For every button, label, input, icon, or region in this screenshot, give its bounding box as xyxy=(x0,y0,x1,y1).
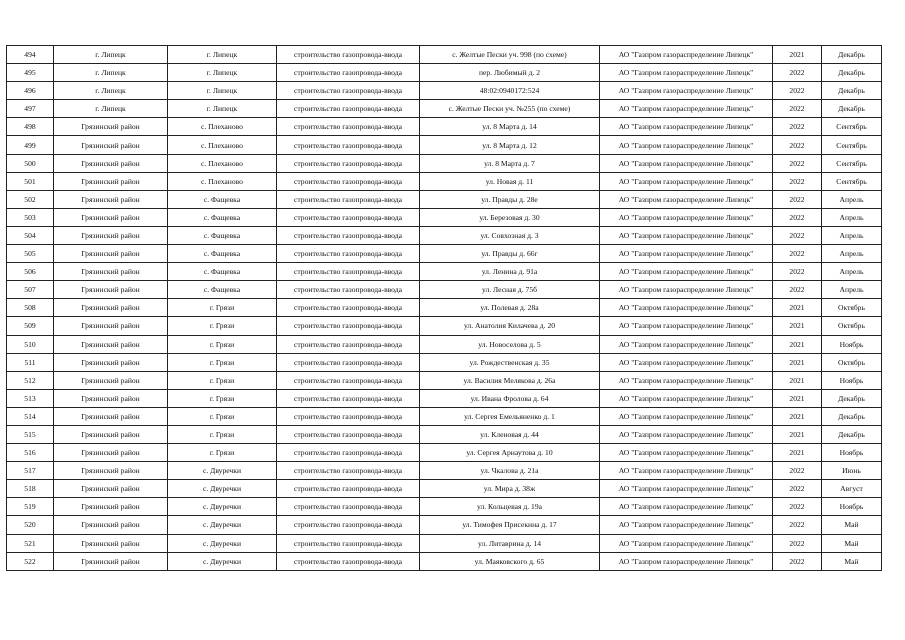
year-cell: 2022 xyxy=(773,154,822,172)
year-cell: 2022 xyxy=(773,552,822,570)
locality-cell: с. Фащевка xyxy=(168,190,277,208)
row-number-cell: 508 xyxy=(7,299,54,317)
locality-cell: с. Двуречки xyxy=(168,534,277,552)
table-row xyxy=(7,245,882,263)
month-cell: Апрель xyxy=(822,245,882,263)
year-cell: 2022 xyxy=(773,82,822,100)
district-cell: Грязинский район xyxy=(54,335,168,353)
year-cell: 2021 xyxy=(773,407,822,425)
month-cell: Август xyxy=(822,480,882,498)
district-cell: Грязинский район xyxy=(54,263,168,281)
year-cell: 2022 xyxy=(773,64,822,82)
year-cell: 2021 xyxy=(773,389,822,407)
district-cell: Грязинский район xyxy=(54,154,168,172)
address-cell: пер. Любимый д. 2 xyxy=(420,64,600,82)
organization-cell: АО "Газпром газораспределение Липецк" xyxy=(600,407,773,425)
locality-cell: с. Плеханово xyxy=(168,136,277,154)
locality-cell: г. Грязи xyxy=(168,444,277,462)
locality-cell: г. Грязи xyxy=(168,425,277,443)
address-cell: с. Желтые Пески уч. №255 (по схеме) xyxy=(420,100,600,118)
district-cell: Грязинский район xyxy=(54,389,168,407)
table-row xyxy=(7,480,882,498)
table-row xyxy=(7,263,882,281)
organization-cell: АО "Газпром газораспределение Липецк" xyxy=(600,46,773,64)
row-number-cell: 506 xyxy=(7,263,54,281)
work-type-cell: строительство газопровода-ввода xyxy=(277,281,420,299)
organization-cell: АО "Газпром газораспределение Липецк" xyxy=(600,118,773,136)
row-number-cell: 511 xyxy=(7,353,54,371)
table-row xyxy=(7,335,882,353)
table-row xyxy=(7,64,882,82)
row-number-cell: 504 xyxy=(7,226,54,244)
row-number-cell: 517 xyxy=(7,462,54,480)
district-cell: Грязинский район xyxy=(54,226,168,244)
organization-cell: АО "Газпром газораспределение Липецк" xyxy=(600,335,773,353)
work-type-cell: строительство газопровода-ввода xyxy=(277,172,420,190)
month-cell: Май xyxy=(822,516,882,534)
organization-cell: АО "Газпром газораспределение Липецк" xyxy=(600,82,773,100)
month-cell: Апрель xyxy=(822,208,882,226)
table-row xyxy=(7,444,882,462)
year-cell: 2021 xyxy=(773,425,822,443)
work-type-cell: строительство газопровода-ввода xyxy=(277,552,420,570)
row-number-cell: 520 xyxy=(7,516,54,534)
month-cell: Апрель xyxy=(822,281,882,299)
locality-cell: г. Грязи xyxy=(168,317,277,335)
month-cell: Декабрь xyxy=(822,389,882,407)
organization-cell: АО "Газпром газораспределение Липецк" xyxy=(600,154,773,172)
locality-cell: г. Липецк xyxy=(168,46,277,64)
address-cell: ул. Березовая д. 30 xyxy=(420,208,600,226)
locality-cell: г. Липецк xyxy=(168,82,277,100)
year-cell: 2021 xyxy=(773,46,822,64)
address-cell: ул. Ленина д. 91а xyxy=(420,263,600,281)
table-row xyxy=(7,190,882,208)
work-type-cell: строительство газопровода-ввода xyxy=(277,425,420,443)
month-cell: Май xyxy=(822,552,882,570)
table-row xyxy=(7,118,882,136)
row-number-cell: 509 xyxy=(7,317,54,335)
month-cell: Сентябрь xyxy=(822,172,882,190)
locality-cell: с. Двуречки xyxy=(168,552,277,570)
work-type-cell: строительство газопровода-ввода xyxy=(277,317,420,335)
row-number-cell: 512 xyxy=(7,371,54,389)
district-cell: Грязинский район xyxy=(54,118,168,136)
month-cell: Ноябрь xyxy=(822,444,882,462)
address-cell: ул. Тимофея Присекина д. 17 xyxy=(420,516,600,534)
locality-cell: с. Плеханово xyxy=(168,118,277,136)
organization-cell: АО "Газпром газораспределение Липецк" xyxy=(600,425,773,443)
locality-cell: с. Фащевка xyxy=(168,281,277,299)
row-number-cell: 516 xyxy=(7,444,54,462)
organization-cell: АО "Газпром газораспределение Липецк" xyxy=(600,552,773,570)
locality-cell: с. Фащевка xyxy=(168,208,277,226)
work-type-cell: строительство газопровода-ввода xyxy=(277,263,420,281)
address-cell: ул. Мира д. 38ж xyxy=(420,480,600,498)
row-number-cell: 495 xyxy=(7,64,54,82)
month-cell: Декабрь xyxy=(822,64,882,82)
table-row xyxy=(7,534,882,552)
year-cell: 2022 xyxy=(773,136,822,154)
row-number-cell: 498 xyxy=(7,118,54,136)
year-cell: 2021 xyxy=(773,444,822,462)
table-row xyxy=(7,498,882,516)
year-cell: 2022 xyxy=(773,118,822,136)
locality-cell: с. Двуречки xyxy=(168,480,277,498)
locality-cell: с. Двуречки xyxy=(168,516,277,534)
row-number-cell: 513 xyxy=(7,389,54,407)
organization-cell: АО "Газпром газораспределение Липецк" xyxy=(600,190,773,208)
table-row xyxy=(7,407,882,425)
year-cell: 2022 xyxy=(773,100,822,118)
year-cell: 2021 xyxy=(773,371,822,389)
work-type-cell: строительство газопровода-ввода xyxy=(277,516,420,534)
year-cell: 2022 xyxy=(773,516,822,534)
district-cell: Грязинский район xyxy=(54,444,168,462)
row-number-cell: 510 xyxy=(7,335,54,353)
table-row xyxy=(7,154,882,172)
address-cell: ул. Литаврина д. 14 xyxy=(420,534,600,552)
work-type-cell: строительство газопровода-ввода xyxy=(277,154,420,172)
table-row xyxy=(7,516,882,534)
locality-cell: г. Грязи xyxy=(168,407,277,425)
row-number-cell: 521 xyxy=(7,534,54,552)
district-cell: Грязинский район xyxy=(54,281,168,299)
table-row xyxy=(7,353,882,371)
district-cell: Грязинский район xyxy=(54,208,168,226)
district-cell: г. Липецк xyxy=(54,46,168,64)
organization-cell: АО "Газпром газораспределение Липецк" xyxy=(600,281,773,299)
district-cell: Грязинский район xyxy=(54,353,168,371)
district-cell: Грязинский район xyxy=(54,245,168,263)
locality-cell: г. Грязи xyxy=(168,371,277,389)
district-cell: Грязинский район xyxy=(54,190,168,208)
district-cell: Грязинский район xyxy=(54,172,168,190)
row-number-cell: 497 xyxy=(7,100,54,118)
data-table xyxy=(6,45,882,571)
organization-cell: АО "Газпром газораспределение Липецк" xyxy=(600,299,773,317)
organization-cell: АО "Газпром газораспределение Липецк" xyxy=(600,534,773,552)
organization-cell: АО "Газпром газораспределение Липецк" xyxy=(600,263,773,281)
organization-cell: АО "Газпром газораспределение Липецк" xyxy=(600,498,773,516)
table-row xyxy=(7,462,882,480)
district-cell: Грязинский район xyxy=(54,480,168,498)
month-cell: Октябрь xyxy=(822,353,882,371)
address-cell: ул. Правды д. 66г xyxy=(420,245,600,263)
work-type-cell: строительство газопровода-ввода xyxy=(277,82,420,100)
work-type-cell: строительство газопровода-ввода xyxy=(277,226,420,244)
table-row xyxy=(7,389,882,407)
locality-cell: г. Грязи xyxy=(168,389,277,407)
year-cell: 2022 xyxy=(773,498,822,516)
address-cell: ул. Кольцевая д. 19а xyxy=(420,498,600,516)
address-cell: ул. 8 Марта д. 7 xyxy=(420,154,600,172)
table-row xyxy=(7,46,882,64)
address-cell: ул. 8 Марта д. 14 xyxy=(420,118,600,136)
month-cell: Ноябрь xyxy=(822,371,882,389)
address-cell: ул. Правды д. 28е xyxy=(420,190,600,208)
locality-cell: г. Грязи xyxy=(168,299,277,317)
district-cell: г. Липецк xyxy=(54,100,168,118)
month-cell: Апрель xyxy=(822,263,882,281)
address-cell: ул. Кленовая д. 44 xyxy=(420,425,600,443)
work-type-cell: строительство газопровода-ввода xyxy=(277,190,420,208)
month-cell: Апрель xyxy=(822,226,882,244)
table-row xyxy=(7,172,882,190)
row-number-cell: 501 xyxy=(7,172,54,190)
month-cell: Декабрь xyxy=(822,407,882,425)
table-row xyxy=(7,425,882,443)
work-type-cell: строительство газопровода-ввода xyxy=(277,480,420,498)
table-row xyxy=(7,299,882,317)
table-row xyxy=(7,136,882,154)
organization-cell: АО "Газпром газораспределение Липецк" xyxy=(600,100,773,118)
month-cell: Сентябрь xyxy=(822,154,882,172)
work-type-cell: строительство газопровода-ввода xyxy=(277,389,420,407)
district-cell: Грязинский район xyxy=(54,516,168,534)
year-cell: 2022 xyxy=(773,208,822,226)
table-body xyxy=(7,46,882,571)
organization-cell: АО "Газпром газораспределение Липецк" xyxy=(600,245,773,263)
work-type-cell: строительство газопровода-ввода xyxy=(277,299,420,317)
year-cell: 2022 xyxy=(773,226,822,244)
organization-cell: АО "Газпром газораспределение Липецк" xyxy=(600,516,773,534)
locality-cell: г. Липецк xyxy=(168,64,277,82)
address-cell: ул. Новоселова д. 5 xyxy=(420,335,600,353)
month-cell: Декабрь xyxy=(822,100,882,118)
year-cell: 2022 xyxy=(773,480,822,498)
table-row xyxy=(7,281,882,299)
organization-cell: АО "Газпром газораспределение Липецк" xyxy=(600,389,773,407)
address-cell: ул. Совхозная д. 3 xyxy=(420,226,600,244)
table-row xyxy=(7,82,882,100)
year-cell: 2022 xyxy=(773,172,822,190)
work-type-cell: строительство газопровода-ввода xyxy=(277,46,420,64)
organization-cell: АО "Газпром газораспределение Липецк" xyxy=(600,208,773,226)
locality-cell: с. Фащевка xyxy=(168,245,277,263)
organization-cell: АО "Газпром газораспределение Липецк" xyxy=(600,444,773,462)
district-cell: Грязинский район xyxy=(54,299,168,317)
row-number-cell: 514 xyxy=(7,407,54,425)
month-cell: Ноябрь xyxy=(822,498,882,516)
organization-cell: АО "Газпром газораспределение Липецк" xyxy=(600,226,773,244)
locality-cell: г. Грязи xyxy=(168,335,277,353)
table-row xyxy=(7,226,882,244)
work-type-cell: строительство газопровода-ввода xyxy=(277,64,420,82)
month-cell: Май xyxy=(822,534,882,552)
work-type-cell: строительство газопровода-ввода xyxy=(277,118,420,136)
organization-cell: АО "Газпром газораспределение Липецк" xyxy=(600,64,773,82)
locality-cell: с. Плеханово xyxy=(168,154,277,172)
year-cell: 2021 xyxy=(773,317,822,335)
row-number-cell: 522 xyxy=(7,552,54,570)
district-cell: Грязинский район xyxy=(54,407,168,425)
work-type-cell: строительство газопровода-ввода xyxy=(277,208,420,226)
work-type-cell: строительство газопровода-ввода xyxy=(277,353,420,371)
row-number-cell: 496 xyxy=(7,82,54,100)
month-cell: Июнь xyxy=(822,462,882,480)
address-cell: ул. Рождественская д. 35 xyxy=(420,353,600,371)
work-type-cell: строительство газопровода-ввода xyxy=(277,498,420,516)
year-cell: 2022 xyxy=(773,462,822,480)
year-cell: 2021 xyxy=(773,299,822,317)
address-cell: ул. Новая д. 11 xyxy=(420,172,600,190)
year-cell: 2022 xyxy=(773,263,822,281)
month-cell: Октябрь xyxy=(822,317,882,335)
address-cell: ул. Василия Мелякова д. 26а xyxy=(420,371,600,389)
table-row xyxy=(7,317,882,335)
row-number-cell: 502 xyxy=(7,190,54,208)
work-type-cell: строительство газопровода-ввода xyxy=(277,534,420,552)
address-cell: ул. 8 Марта д. 12 xyxy=(420,136,600,154)
table-row xyxy=(7,208,882,226)
table-row xyxy=(7,371,882,389)
year-cell: 2022 xyxy=(773,190,822,208)
row-number-cell: 499 xyxy=(7,136,54,154)
month-cell: Апрель xyxy=(822,190,882,208)
month-cell: Декабрь xyxy=(822,425,882,443)
work-type-cell: строительство газопровода-ввода xyxy=(277,335,420,353)
locality-cell: г. Липецк xyxy=(168,100,277,118)
district-cell: Грязинский район xyxy=(54,552,168,570)
district-cell: Грязинский район xyxy=(54,425,168,443)
district-cell: Грязинский район xyxy=(54,136,168,154)
address-cell: ул. Маяковского д. 65 xyxy=(420,552,600,570)
address-cell: с. Желтые Пески уч. 998 (по схеме) xyxy=(420,46,600,64)
organization-cell: АО "Газпром газораспределение Липецк" xyxy=(600,353,773,371)
locality-cell: г. Грязи xyxy=(168,353,277,371)
work-type-cell: строительство газопровода-ввода xyxy=(277,407,420,425)
work-type-cell: строительство газопровода-ввода xyxy=(277,462,420,480)
district-cell: г. Липецк xyxy=(54,82,168,100)
year-cell: 2021 xyxy=(773,353,822,371)
year-cell: 2022 xyxy=(773,534,822,552)
work-type-cell: строительство газопровода-ввода xyxy=(277,136,420,154)
table-row xyxy=(7,552,882,570)
address-cell: ул. Анатолия Килачева д. 20 xyxy=(420,317,600,335)
row-number-cell: 519 xyxy=(7,498,54,516)
year-cell: 2022 xyxy=(773,281,822,299)
row-number-cell: 507 xyxy=(7,281,54,299)
work-type-cell: строительство газопровода-ввода xyxy=(277,245,420,263)
locality-cell: с. Двуречки xyxy=(168,498,277,516)
month-cell: Декабрь xyxy=(822,82,882,100)
address-cell: ул. Чкалова д. 21а xyxy=(420,462,600,480)
work-type-cell: строительство газопровода-ввода xyxy=(277,371,420,389)
month-cell: Ноябрь xyxy=(822,335,882,353)
address-cell: ул. Сергея Арнаутова д. 10 xyxy=(420,444,600,462)
locality-cell: с. Фащевка xyxy=(168,226,277,244)
locality-cell: с. Плеханово xyxy=(168,172,277,190)
organization-cell: АО "Газпром газораспределение Липецк" xyxy=(600,317,773,335)
organization-cell: АО "Газпром газораспределение Липецк" xyxy=(600,480,773,498)
work-type-cell: строительство газопровода-ввода xyxy=(277,100,420,118)
row-number-cell: 500 xyxy=(7,154,54,172)
district-cell: Грязинский район xyxy=(54,371,168,389)
organization-cell: АО "Газпром газораспределение Липецк" xyxy=(600,462,773,480)
table-row xyxy=(7,100,882,118)
month-cell: Сентябрь xyxy=(822,136,882,154)
district-cell: Грязинский район xyxy=(54,462,168,480)
row-number-cell: 494 xyxy=(7,46,54,64)
address-cell: ул. Полевая д. 28а xyxy=(420,299,600,317)
district-cell: Грязинский район xyxy=(54,534,168,552)
district-cell: Грязинский район xyxy=(54,317,168,335)
locality-cell: с. Фащевка xyxy=(168,263,277,281)
month-cell: Декабрь xyxy=(822,46,882,64)
address-cell: ул. Сергея Емельяненко д. 1 xyxy=(420,407,600,425)
address-cell: ул. Ивана Фролова д. 64 xyxy=(420,389,600,407)
organization-cell: АО "Газпром газораспределение Липецк" xyxy=(600,371,773,389)
month-cell: Сентябрь xyxy=(822,118,882,136)
year-cell: 2021 xyxy=(773,335,822,353)
organization-cell: АО "Газпром газораспределение Липецк" xyxy=(600,136,773,154)
work-type-cell: строительство газопровода-ввода xyxy=(277,444,420,462)
row-number-cell: 518 xyxy=(7,480,54,498)
row-number-cell: 503 xyxy=(7,208,54,226)
locality-cell: с. Двуречки xyxy=(168,462,277,480)
year-cell: 2022 xyxy=(773,245,822,263)
district-cell: Грязинский район xyxy=(54,498,168,516)
address-cell: 48:02:0940172:524 xyxy=(420,82,600,100)
district-cell: г. Липецк xyxy=(54,64,168,82)
row-number-cell: 515 xyxy=(7,425,54,443)
organization-cell: АО "Газпром газораспределение Липецк" xyxy=(600,172,773,190)
row-number-cell: 505 xyxy=(7,245,54,263)
month-cell: Октябрь xyxy=(822,299,882,317)
address-cell: ул. Лесная д. 75б xyxy=(420,281,600,299)
